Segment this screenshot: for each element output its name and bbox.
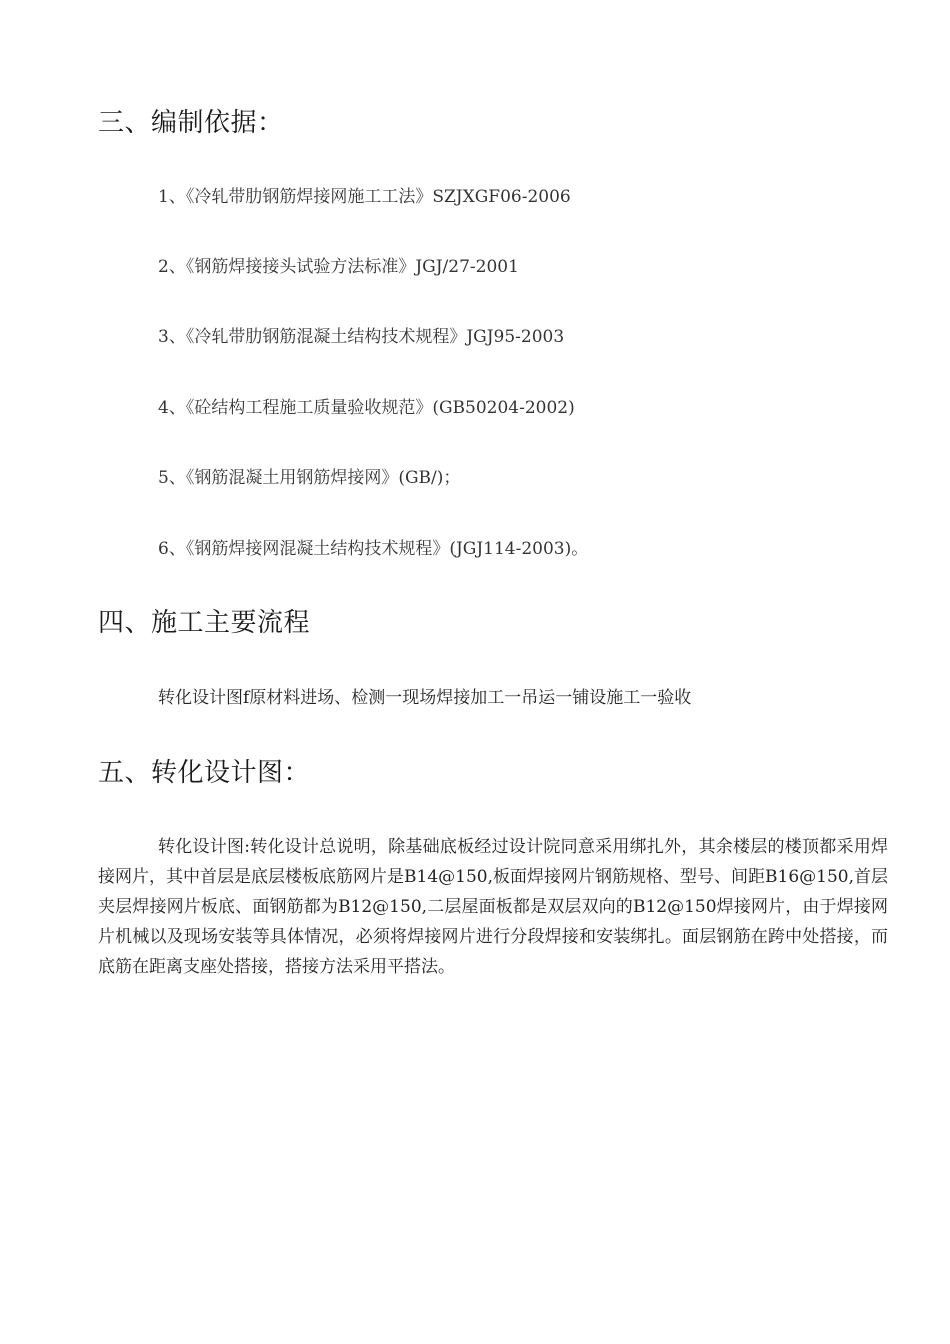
section-design-heading: 五、转化设计图： — [98, 758, 311, 788]
section-process-heading: 四、施工主要流程 — [98, 608, 311, 638]
basis-item-1: 1、《冷轧带肋钢筋焊接网施工工法》SZJXGF06-2006 — [158, 187, 571, 207]
basis-item-4: 4、《砼结构工程施工质量验收规范》(GB50204-2002) — [158, 398, 575, 418]
basis-item-2: 2、《钢筋焊接接头试验方法标准》JGJ/27-2001 — [158, 257, 519, 277]
process-flow-text: 转化设计图f原材料进场、检测一现场焊接加工一吊运一铺设施工一验收 — [158, 688, 692, 708]
basis-item-6: 6、《钢筋焊接网混凝土结构技术规程》(JGJ114-2003)。 — [158, 539, 589, 559]
basis-item-3: 3、《冷轧带肋钢筋混凝土结构技术规程》JGJ95-2003 — [158, 327, 565, 347]
basis-item-5: 5、《钢筋混凝土用钢筋焊接网》(GB/)； — [158, 468, 461, 488]
section-basis-heading: 三、编制依据： — [98, 108, 284, 138]
design-paragraph: 转化设计图:转化设计总说明，除基础底板经过设计院同意采用绑扎外，其余楼层的楼顶都采用焊接网片，其中首层是底层楼板底筋网片是B14@150,板面焊接网片钢筋规格、型号、间距B16@150,首层夹层焊接网片板底、面钢筋都为B12@150,二层屋面板都是双层双向的B12@150焊接网片，由于焊接网片机械以及现场安装等具体情况，必须将焊接网片进行分段焊接和安装绑扎。面层钢筋在跨中处搭接，而底筋在距离支座处搭接，搭接方法采用平搭法。 — [98, 837, 888, 977]
